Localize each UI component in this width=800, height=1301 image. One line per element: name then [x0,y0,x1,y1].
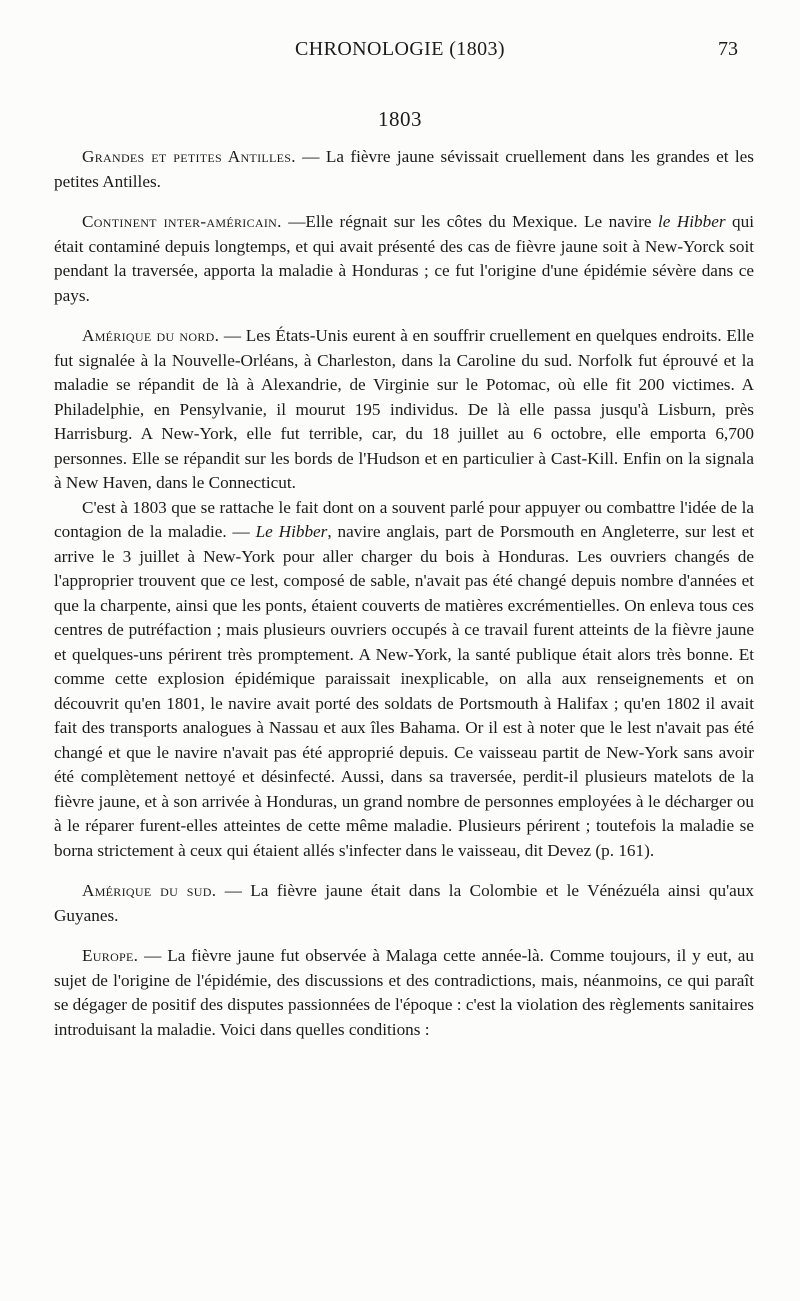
paragraph-amerique-du-nord [54,324,754,496]
paragraph-text-continued: , navire anglais, part de Porsmouth en Angleterre, sur lest et arrive le 3 juillet à New-York pour aller charger du bois à Honduras. Les ouvriers changés de l'approprier trouvent que ce lest, composé de sable, n'avait pas été changé depuis nombre d'années et que la charpente, ainsi que les ponts, étaient couverts de matières excrémentielles. On enleva tous ces centres de putréfaction ; mais plusieurs ouvriers occupés à ce travail furent atteints de la fièvre jaune et quelques-uns périrent très promptement. A New-York, la santé publique était alors très bonne. Et comme cette explosion épidémique paraissait inexplicable, on alla aux renseignements et on découvrit qu'en 1801, le navire avait porté des soldats de Portsmouth à Halifax ; qu'en 1802 il avait fait des transports analogues à Nassau et aux îles Bahama. Or il est à noter que le lest n'avait pas été changé et que le navire n'avait pas été approprié depuis. Ce vaisseau partit de New-York sans avoir été complètement nettoyé et désinfecté. Aussi, dans sa traversée, perdit-il plusieurs matelots de la fièvre jaune, et à son arrivée à Honduras, un grand nombre de personnes employées à le décharger ou à le réparer furent-elles atteintes de cette même maladie. Plusieurs périrent ; toutefois la maladie se borna strictement à ceux qui étaient allés s'infecter dans le vaisseau, dit Devez (p. 161). [54,522,754,860]
section-heading-amerique-sud: Amérique du sud. [82,881,217,900]
paragraph-text: —Elle régnait sur les côtes du Mexique. Le navire [281,212,658,231]
paragraph-text: — Les États-Unis eurent à en souffrir cruellement en quelques endroits. Elle fut signalée à la Nouvelle-Orléans, à Charleston, dans la Caroline du sud. Norfolk fut éprouvé et la maladie se répandit de là à Alexandrie, de Virginie sur le Potomac, où elle fit 200 victimes. A Philadelphie, en Pensylvanie, il mourut 195 individus. De là elle passa jusqu'à Lisburn, près Harrisburg. A New-York, elle fut terrible, car, du 18 juillet au 6 octobre, elle emporta 6,700 personnes. Elle se répandit sur les bords de l'Hudson et en particulier à Cast-Kill. Enfin on la signala à New Haven, dans le Connecticut. [54,326,754,492]
paragraph-text: C'est à 1803 que se rattache le fait dont on a souvent parlé pour appuyer ou combattre l'idée de la contagion de la maladie. — [54,497,754,541]
paragraph-text: — La fièvre jaune était dans la Colombie et le Vénézuéla ainsi qu'aux Guyanes. [54,881,754,925]
section-heading-antilles: Grandes et petites Antilles. [82,147,296,166]
paragraph-amerique-du-sud [54,879,754,928]
page-number: 73 [718,38,738,60]
ship-name: Le Hibber [255,522,328,541]
page-body [54,145,754,1042]
paragraph-text: — La fièvre jaune fut observée à Malaga cette année-là. Comme toujours, il y eut, au sujet de l'origine de l'épidémie, des discussions et des contradictions, mais, néanmoins, ce qui paraît se dégager de positif des disputes passionnées de l'époque : c'est la violation des règlements sanitaires introduisant la maladie. Voici dans quelles conditions : [54,946,754,1039]
paragraph-text: — La fièvre jaune sévissait cruellement dans les grandes et les petites Antilles. [54,147,754,191]
section-heading-continent: Continent inter-américain. [82,212,282,231]
running-head [0,38,800,68]
year-heading: 1803 [378,107,422,131]
paragraph-antilles [54,145,754,194]
paragraph-hibber-account [54,496,754,864]
paragraph-continent-inter-americain [54,210,754,308]
section-heading-amerique-nord: Amérique du nord. [82,326,220,345]
paragraph-europe [54,944,754,1042]
paragraph-text-continued: qui était contaminé depuis longtemps, et qui avait présenté des cas de fièvre jaune soit à New-Yorck soit pendant la traversée, apporta la maladie à Honduras ; ce fut l'origine d'une épidémie sévère dans ce pays. [54,212,754,305]
section-heading-europe: Europe. [82,946,139,965]
ship-name: le Hibber [658,212,726,231]
running-head-title: CHRONOLOGIE (1803) [295,38,505,60]
